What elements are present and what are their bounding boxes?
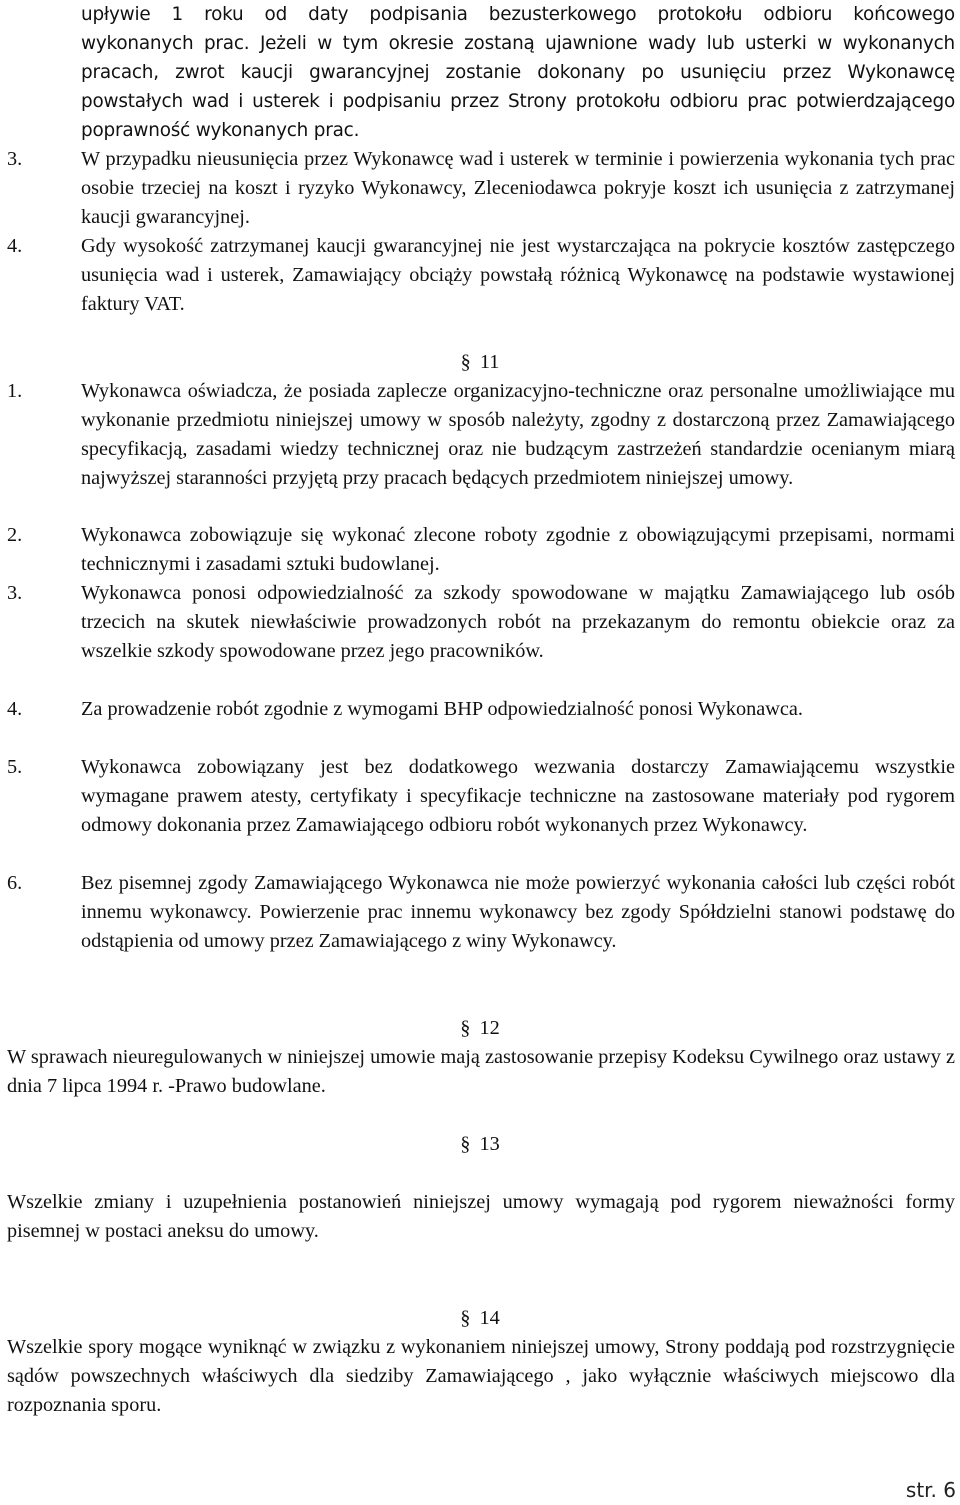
section-number: 13 — [479, 1133, 500, 1155]
list-item — [7, 869, 955, 956]
section-heading-13 — [0, 1130, 960, 1159]
item-number: 1. — [7, 380, 23, 402]
paragraph-text: W sprawach nieuregulowanych w niniejszej umowie mają zastosowanie przepisy Kodeksu Cywilnego oraz ustawy z dnia 7 lipca 1994 r. -Prawo budowlane. — [7, 1046, 955, 1097]
section-heading-11 — [0, 348, 960, 377]
paragraph-line: upływie 1 roku od daty podpisania bezusterkowego protokołu odbioru końcowego — [81, 4, 955, 25]
section-sign: § — [460, 1307, 471, 1329]
item-number: 4. — [7, 698, 23, 720]
section-heading-12 — [0, 1014, 960, 1043]
item-text: Za prowadzenie robót zgodnie z wymogami BHP odpowiedzialność ponosi Wykonawca. — [81, 698, 803, 720]
section-heading-14 — [0, 1304, 960, 1333]
item-number: 3. — [7, 582, 23, 604]
list-item — [7, 145, 955, 232]
item-number: 2. — [7, 524, 23, 546]
item-number: 6. — [7, 872, 23, 894]
list-item — [7, 232, 955, 319]
section-sign: § — [460, 1133, 471, 1155]
item-number: 4. — [7, 235, 23, 257]
section-number: 11 — [479, 351, 500, 373]
item-text: Wykonawca oświadcza, że posiada zaplecze organizacyjno-techniczne oraz personalne umożliwiające mu wykonanie przedmiotu niniejszej umowy w sposób należyty, zgodny z dostarczoną przez Zamawiającego specyfikacją, zasadami wiedzy technicznej oraz nie budzącym zastrzeżeń standardzie ocenianym miarą najwyższej staranności przyjętą przy pracach będących przedmiotem niniejszej umowy. — [81, 380, 955, 489]
item-text: Wykonawca ponosi odpowiedzialność za szkody spowodowane w majątku Zamawiającego lub osób trzecich na skutek niewłaściwie prowadzonych robót na przekazanym do remontu obiekcie oraz za wszelkie szkody spowodowane przez jego pracowników. — [81, 582, 955, 662]
section-sign: § — [460, 1017, 471, 1039]
item-number: 5. — [7, 756, 23, 778]
paragraph — [7, 1043, 955, 1101]
item-text: Gdy wysokość zatrzymanej kaucji gwarancyjnej nie jest wystarczająca na pokrycie kosztów zastępczego usunięcia wad i usterek, Zamawiający obciąży powstałą różnicą Wykonawcę na podstawie wystawionej faktury VAT. — [81, 235, 955, 315]
item-text: W przypadku nieusunięcia przez Wykonawcę wad i usterek w terminie i powierzenia wykonania tych prac osobie trzeciej na koszt i ryzyko Wykonawcy, Zleceniodawca pokryje koszt ich usunięcia z zatrzymanej kaucji gwarancyjnej. — [81, 148, 955, 228]
section-number: 14 — [479, 1307, 500, 1329]
section-number: 12 — [479, 1017, 500, 1039]
paragraph — [7, 1188, 955, 1246]
paragraph — [7, 1333, 955, 1420]
item-text: Wykonawca zobowiązuje się wykonać zlecone roboty zgodnie z obowiązującymi przepisami, normami technicznymi i zasadami sztuki budowlanej. — [81, 524, 955, 575]
section-sign: § — [460, 351, 471, 373]
list-item — [7, 579, 955, 666]
list-item — [7, 521, 955, 579]
paragraph-text: wykonanych prac. Jeżeli w tym okresie zostaną ujawnione wady lub usterki w wykonanych pracach, zwrot kaucji gwarancyjnej zostanie dokonany po usunięciu przez Wykonawcę powstałych wad i usterek i podpisaniu przez Strony protokołu odbioru prac potwierdzającego poprawność wykonanych prac. — [81, 33, 955, 141]
list-item — [7, 377, 955, 493]
paragraph-text: Wszelkie zmiany i uzupełnienia postanowień niniejszej umowy wymagają pod rygorem nieważności formy pisemnej w postaci aneksu do umowy. — [7, 1191, 955, 1242]
page-number: str. 6 — [905, 1478, 956, 1502]
list-item — [7, 753, 955, 840]
item-text: Bez pisemnej zgody Zamawiającego Wykonawca nie może powierzyć wykonania całości lub części robót innemu wykonawcy. Powierzenie prac innemu wykonawcy bez zgody Spółdzielni stanowi podstawę do odstąpienia od umowy przez Zamawiającego z winy Wykonawcy. — [81, 872, 955, 952]
item-number: 3. — [7, 148, 23, 170]
list-item — [7, 695, 955, 724]
paragraph-continuation — [81, 0, 955, 145]
item-text: Wykonawca zobowiązany jest bez dodatkowego wezwania dostarczy Zamawiającemu wszystkie wymagane prawem atesty, certyfikaty i specyfikacje techniczne na zastosowane materiały pod rygorem odmowy dokonania przez Zamawiającego odbioru robót wykonanych przez Wykonawcy. — [81, 756, 955, 836]
paragraph-text: Wszelkie spory mogące wyniknąć w związku z wykonaniem niniejszej umowy, Strony poddają pod rozstrzygnięcie sądów powszechnych właściwych dla siedziby Zamawiającego , jako wyłącznie właściwych miejscowo dla rozpoznania sporu. — [7, 1336, 955, 1416]
